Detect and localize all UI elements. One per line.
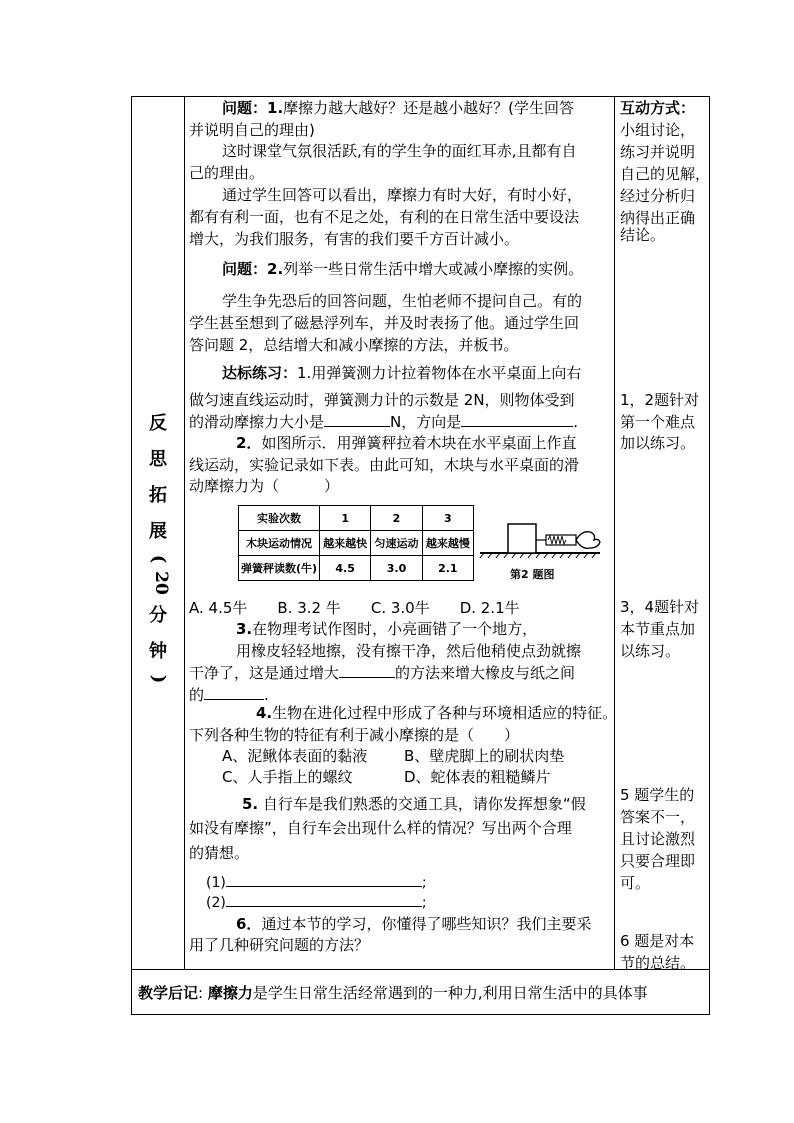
side-char: 分: [149, 605, 167, 626]
table-cell: 3: [422, 506, 473, 531]
question-1-cont: 并说明自己的理由): [189, 121, 315, 139]
exercise-4-option: C、人手指上的螺纹: [222, 768, 353, 786]
right-note: 5 题学生的: [620, 786, 695, 804]
exercise-3: 3.在物理考试作图时，小亮画错了一个地方，: [236, 620, 538, 638]
exercise-5: 的猜想。: [189, 844, 250, 862]
table-row: [239, 506, 474, 531]
right-note: 小组讨论，: [620, 121, 696, 139]
answer-blank[interactable]: [461, 411, 573, 427]
right-note: 可。: [620, 874, 651, 892]
side-char: 拓: [149, 485, 167, 506]
exercise-4: 4.生物在进化过程中形成了各种与环境相适应的特征。: [256, 704, 618, 722]
hand-icon: [576, 532, 600, 549]
table-cell: 越来越快: [320, 531, 371, 556]
column-divider-right: [614, 96, 615, 969]
exercise-4-option: B、壁虎脚上的刷状肉垫: [404, 747, 565, 765]
table-cell: 2: [371, 506, 422, 531]
exercise-3: 的 .: [189, 686, 269, 704]
interaction-heading: 互动方式：: [620, 99, 696, 117]
experiment-table: [238, 505, 474, 581]
right-note: 加以练习。: [620, 434, 696, 452]
question-1: 问题：1.摩擦力越大越好？还是越小越好？(学生回答: [222, 99, 575, 117]
right-note: 以练习。: [620, 642, 681, 660]
column-divider-left: [184, 96, 185, 969]
paragraph-2: 都有有利一面，也有不足之处，有利的在日常生活中要设法: [189, 208, 580, 226]
teaching-reflection: 教学后记: 摩擦力是学生日常生活经常遇到的一种力,利用日常生活中的具体事: [138, 984, 648, 1002]
table-cell: 木块运动情况: [239, 531, 320, 556]
exercise-6: 用了几种研究问题的方法？: [189, 936, 370, 954]
right-note: 3，4题针对: [620, 598, 700, 616]
right-note: 答案不一，: [620, 808, 696, 826]
side-char: 20: [151, 571, 171, 595]
right-note: 6 题是对本: [620, 932, 695, 950]
answer-blank[interactable]: [204, 684, 264, 700]
exercise-4: 下列各种生物的特征有利于减小摩擦的是（ ）: [189, 726, 520, 744]
wood-block: [508, 524, 536, 553]
table-cell: 2.1: [422, 556, 473, 581]
right-note: 只要合理即: [620, 852, 696, 870]
side-char: 展: [149, 521, 167, 542]
table-cell: 3.0: [371, 556, 422, 581]
exercise-4-option: D、蛇体表的粗糙鳞片: [404, 768, 551, 786]
right-note: 结论。: [620, 226, 666, 244]
exercise-3: 干净了，这是通过增大 的方法来增大橡皮与纸之间: [189, 664, 576, 682]
right-note: 1，2题针对: [620, 391, 700, 409]
paragraph-3: 学生争先恐后的回答问题，生怕老师不提问自己。有的: [222, 292, 583, 310]
answer-blank[interactable]: [226, 891, 422, 907]
exercise-2: 2．如图所示．用弹簧秤拉着木块在水平桌面上作直: [236, 434, 577, 452]
right-note: 经过分析归: [620, 187, 696, 205]
paragraph-2: 通过学生回答可以看出，摩擦力有时大好，有时小好，: [222, 186, 583, 204]
table-cell: 4.5: [320, 556, 371, 581]
right-note: 节的总结。: [620, 954, 696, 972]
side-char: 反: [149, 413, 167, 434]
right-note: 且讨论激烈: [620, 830, 696, 848]
paragraph-3: 学生甚至想到了磁悬浮列车，并及时表扬了他。通过学生回: [189, 314, 580, 332]
exercise-1: 的滑动摩擦力大小是 N，方向是 .: [189, 413, 579, 431]
exercise-5: 5. 自行车是我们熟悉的交通工具，请你发挥想象“假: [242, 795, 586, 813]
table-cell: 实验次数: [239, 506, 320, 531]
side-char: ): [148, 674, 169, 684]
answer-blank[interactable]: [226, 871, 422, 887]
exercise-2-options: A. 4.5牛 B. 3.2 牛 C. 3.0牛 D. 2.1牛: [189, 599, 520, 617]
exercise-4-option: A、泥鳅体表面的黏液: [222, 747, 368, 765]
question-2: 问题：2.列举一些日常生活中增大或减小摩擦的实例。: [222, 260, 584, 278]
exercise-2: 动摩擦力为（ ）: [189, 477, 340, 495]
table-row: [239, 556, 474, 581]
table-cell: 越来越慢: [422, 531, 473, 556]
spring-scale-figure: [478, 510, 606, 586]
exercise-5: 如没有摩擦”，自行车会出现什么样的情况？写出两个合理: [189, 819, 572, 837]
side-char: 钟: [149, 641, 167, 662]
exercise-5-answer-1: (1) ;: [206, 871, 427, 894]
right-note: 练习并说明: [620, 143, 696, 161]
table-row: [239, 531, 474, 556]
exercise-3: 用橡皮轻轻地擦，没有擦干净，然后他稍使点劲就擦: [236, 642, 582, 660]
paragraph-1: 这时课堂气氛很活跃,有的学生争的面红耳赤,且都有自: [222, 142, 577, 160]
figure-caption: 第2 题图: [510, 568, 555, 581]
exercise-2: 线运动，实验记录如下表。由此可知，木块与水平桌面的滑: [189, 456, 580, 474]
exercise-5-answer-2: (2) ;: [206, 891, 427, 914]
exercise-1: 达标练习：1.用弹簧测力计拉着物体在水平桌面上向右: [222, 364, 582, 382]
table-cell: 匀速运动: [371, 531, 422, 556]
paragraph-2: 增大，为我们服务，有害的我们要千方百计减小。: [189, 230, 520, 248]
paragraph-3: 答问题 2，总结增大和减小摩擦的方法，并板书。: [189, 336, 519, 354]
exercise-1: 做匀速直线运动时，弹簧测力计的示数是 2N，则物体受到: [189, 391, 575, 409]
right-note: 自己的见解，: [620, 165, 711, 183]
answer-blank[interactable]: [324, 411, 390, 427]
right-note: 纳得出正确: [620, 209, 696, 227]
exercise-6: 6．通过本节的学习，你懂得了哪些知识？我们主要采: [236, 915, 592, 933]
side-char: (: [148, 554, 169, 564]
side-char: 思: [149, 449, 167, 470]
right-note: 本节重点加: [620, 620, 696, 638]
paragraph-1: 己的理由。: [189, 164, 265, 182]
table-cell: 弹簧秤读数(牛): [239, 556, 320, 581]
side-label: [132, 406, 184, 688]
right-note: 第一个难点: [620, 413, 696, 431]
table-cell: 1: [320, 506, 371, 531]
answer-blank[interactable]: [339, 662, 395, 678]
